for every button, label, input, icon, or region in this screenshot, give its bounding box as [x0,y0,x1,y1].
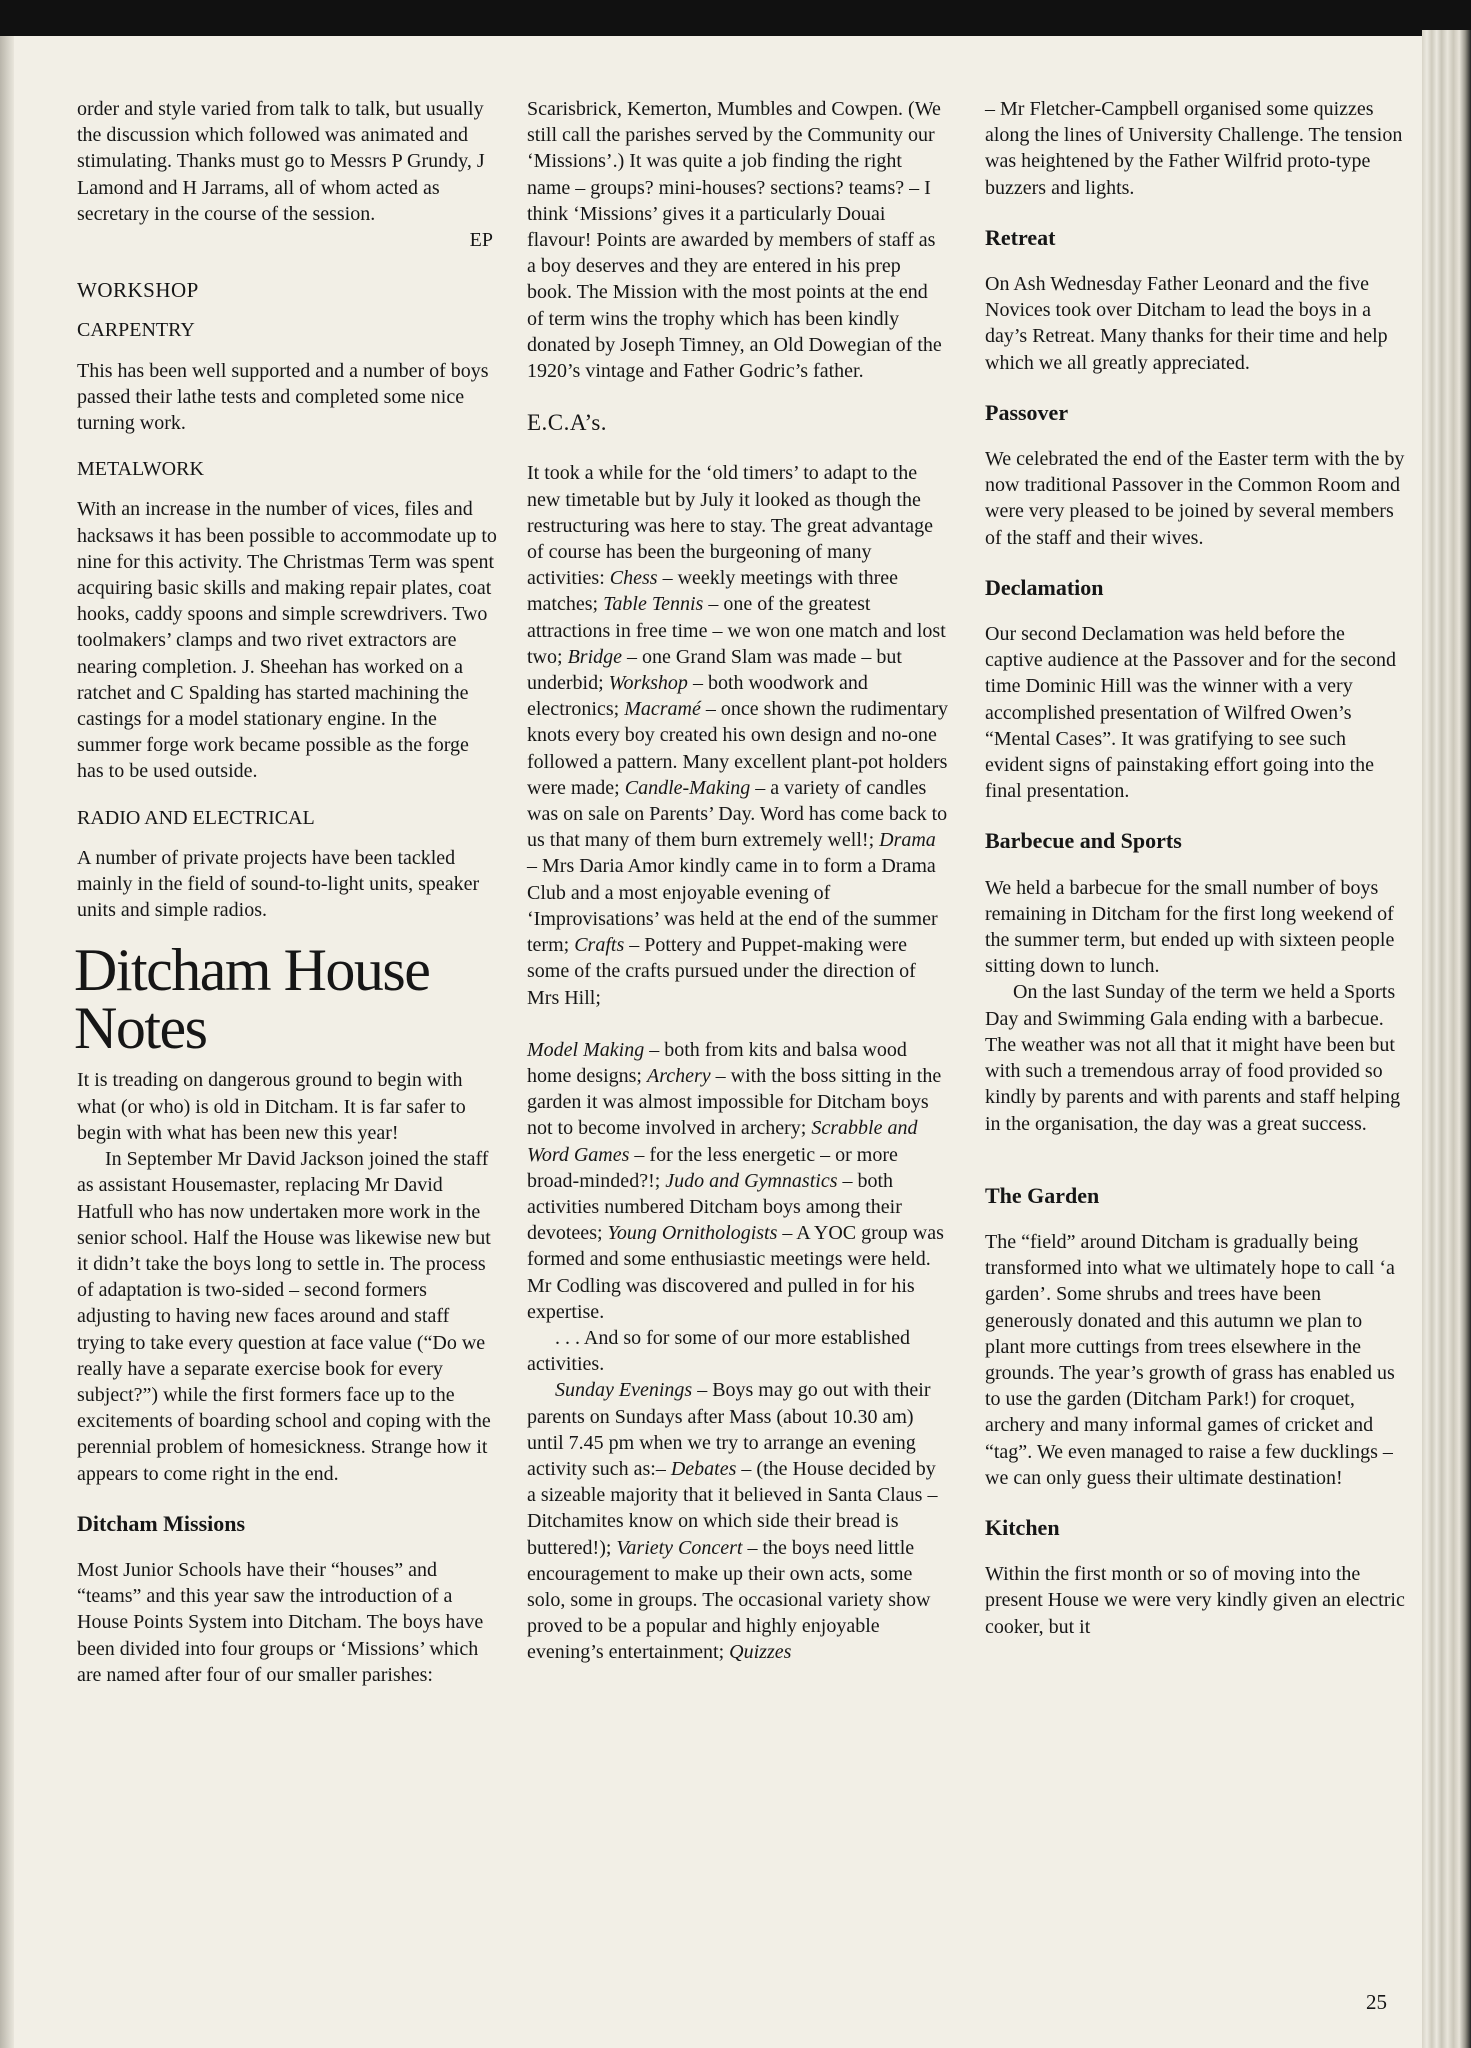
book-spine-shadow [0,36,14,2048]
column-2 [527,96,949,1666]
metalwork-text: With an increase in the number of vices, files and hacksaws it has been possible to accommodate up to nine for this activity. The Christmas Term was spent acquiring basic skills and making repair plates, coat hooks, caddy spoons and simple screwdrivers. Two toolmakers’ clamps and two rivet extractors are nearing completion. J. Sheehan has worked on a ratchet and C Spalding has started machining the castings for a model stationary engine. In the summer forge work became possible as the forge has to be used outside. [77,498,497,783]
retreat-text: On Ash Wednesday Father Leonard and the five Novices took over Ditcham to lead the boys in a day’s Retreat. Many thanks for their time and help which we all greatly appreciated. [985,273,1388,374]
quizzes-continued: – Mr Fletcher-Campbell organised some quizzes along the lines of University Challenge. The tension was heightened by the Father Wilfrid proto-type buzzers and lights. [985,98,1403,199]
carpentry-text: This has been well supported and a number of boys passed their lathe tests and completed some nice turning work. [77,359,489,435]
article-paragraph-1: It is treading on dangerous ground to begin with what (or who) is old in Ditcham. It is far safer to begin with what has been new this year! [77,1069,466,1144]
missions-heading: Ditcham Missions [77,1510,246,1536]
eca-paragraph-4: Sunday Evenings – Boys may go out with their parents on Sundays after Mass (about 10.30 am) until 7.45 pm when we try to arrange an evening activity such as:– Debates – (the House decided by a sizeable majority that it believed in Santa Claus – Ditchamites know on which side their bread is buttered!); Variety Concert – the boys need little encouragement to make up their own acts, some solo, some in groups. The occasional variety show proved to be a popular and highly enjoyable evening’s entertainment; Quizzes [527,1379,938,1664]
column-1 [74,96,497,1688]
barbecue-heading: Barbecue and Sports [985,828,1182,854]
barbecue-paragraph-1: We held a barbecue for the small number of boys remaining in Ditcham for the first long weekend of the summer term, but ended up with sixteen people sitting down to lunch. [985,876,1395,978]
passover-heading: Passover [985,399,1069,425]
eca-item: Young Ornithologists [607,1222,778,1245]
barbecue-paragraph-2: On the last Sunday of the term we held a Sports Day and Swimming Gala ending with a barbecue. The weather was not all that it might have been but with such a tremendous array of food provided so kindly by parents and with parents and staff helping in the organisation, the day was a great success. [985,981,1401,1135]
declamation-heading: Declamation [985,574,1104,600]
eca-item: Candle-Making [624,776,751,799]
intro-signature: EP [469,229,493,252]
missions-text: Most Junior Schools have their “houses” and “teams” and this year saw the introduction of a House Points System into Ditcham. The boys have been divided into four groups or ‘Missions’ which are named after four of our smaller parishes: [77,1558,484,1686]
intro-paragraph: order and style varied from talk to talk, but usually the discussion which followed was animated and stimulating. Thanks must go to Messrs P Grundy, J Lamond and H Jarrams, all of whom acted as secretary in the course of the session. [77,98,485,225]
article-paragraph-2: In September Mr David Jackson joined the staff as assistant Housemaster, replacing Mr David Hatfull who has now undertaken more work in the senior school. Half the House was likewise new but it didn’t take the boys long to settle in. The process of adaptation is two-sided – second formers adjusting to having new faces around and staff trying to take every question at face value (“Do we really have a separate exercise book for every subject?”) while the first formers face up to the excitements of boarding school and coping with the perennial problem of homesickness. Strange how it appears to come right in the end. [77,1148,491,1485]
column-3 [985,96,1405,1640]
metalwork-heading: METALWORK [77,458,204,481]
eca-item: Table Tennis [603,593,704,616]
declamation-text: Our second Declamation was held before the captive audience at the Passover and for the second time Dominic Hill was the winner with a very accomplished presentation of Wilfred Owen’s “Mental Cases”. It was gratifying to see such evident signs of painstaking effort going into the final presentation. [985,623,1396,803]
retreat-heading: Retreat [985,224,1056,250]
eca-item: Scrabble and Word Games [527,1117,918,1166]
eca-item: Workshop [608,672,688,695]
garden-heading: The Garden [985,1182,1100,1208]
page-edges [1422,30,1471,2048]
kitchen-text: Within the first month or so of moving into the present House we were very kindly given an electric cooker, but it [985,1563,1405,1638]
eca-item: Sunday Evenings [555,1379,693,1402]
eca-item: Archery [647,1064,711,1087]
eca-item: Chess [609,567,658,590]
page-number: 25 [1366,1990,1387,2014]
passover-text: We celebrated the end of the Easter term with the by now traditional Passover in the Common Room and were very pleased to be joined by several members of the staff and their wives. [985,448,1405,549]
eca-item: Model Making [527,1038,645,1061]
kitchen-heading: Kitchen [985,1514,1060,1540]
eca-item: Variety Concert [616,1536,743,1559]
radio-text: A number of private projects have been tackled mainly in the field of sound-to-light units, speaker units and simple radios. [77,846,480,922]
article-title: Ditcham House Notes [74,937,430,1062]
eca-item: Drama [879,829,936,852]
eca-item: Debates [670,1457,737,1480]
eca-item: Crafts [574,934,625,957]
eca-item: Quizzes [729,1641,792,1664]
eca-item: Judo and Gymnastics [665,1169,838,1192]
carpentry-heading: CARPENTRY [77,319,195,342]
eca-heading: E.C.A’s. [527,410,608,436]
radio-heading: RADIO AND ELECTRICAL [77,806,315,829]
eca-item: Macramé [624,698,701,721]
workshop-heading: WORKSHOP [77,278,199,303]
eca-paragraph-3: . . . And so for some of our more established activities. [527,1326,910,1376]
eca-item: Bridge [567,645,622,668]
eca-paragraph-2: Model Making – both from kits and balsa wood home designs; Archery – with the boss sitting in the garden it was almost impossible for Ditcham boys not to become involved in archery; Scrabble and Word Games – for the less energetic – or more broad-minded?!; Judo and Gymnastics – both activities numbered Ditcham boys among their devotees; Young Ornithologists – A YOC group was formed and some enthusiastic meetings were held. Mr Codling was discovered and pulled in for his expertise. [527,1038,944,1323]
missions-continued: Scarisbrick, Kemerton, Mumbles and Cowpen. (We still call the parishes served by the Community our ‘Missions’.) It was quite a job finding the right name – groups? mini-houses? sections? teams? – I think ‘Missions’ gives it a particularly Douai flavour! Points are awarded by members of staff as a boy deserves and they are entered in his prep book. The Mission with the most points at the end of term wins the trophy which has been kindly donated by Joseph Timney, an Old Dowegian of the 1920’s vintage and Father Godric’s father. [527,98,942,383]
garden-text: The “field” around Ditcham is gradually being transformed into what we ultimately hope to call ‘a garden’. Some shrubs and trees have been generously donated and this autumn we plan to plant more cuttings from trees elsewhere in the grounds. The year’s growth of grass has enabled us to use the garden (Ditcham Park!) for croquet, archery and many informal games of cricket and “tag”. We even managed to raise a few ducklings – we can only guess their ultimate destination! [985,1230,1395,1489]
eca-paragraph-1: It took a while for the ‘old timers’ to adapt to the new timetable but by July it looked as though the restructuring was here to stay. The great advantage of course has been the burgeoning of many activities: Chess – weekly meetings with three matches; Table Tennis – one of the greatest attractions in free time – we won one match and lost two; Bridge – one Grand Slam was made – but underbid; Workshop – both woodwork and electronics; Macramé – once shown the rudimentary knots every boy created his own design and no-one followed a pattern. Many excellent plant-pot holders were made; Candle-Making – a variety of candles was on sale on Parents’ Day. Word has come back to us that many of them burn extremely well!; Drama – Mrs Daria Amor kindly came in to form a Drama Club and a most enjoyable evening of ‘Improvisations’ was held at the end of the summer term; Crafts – Pottery and Puppet-making were some of the crafts pursued under the direction of Mrs Hill; [527,462,948,1009]
